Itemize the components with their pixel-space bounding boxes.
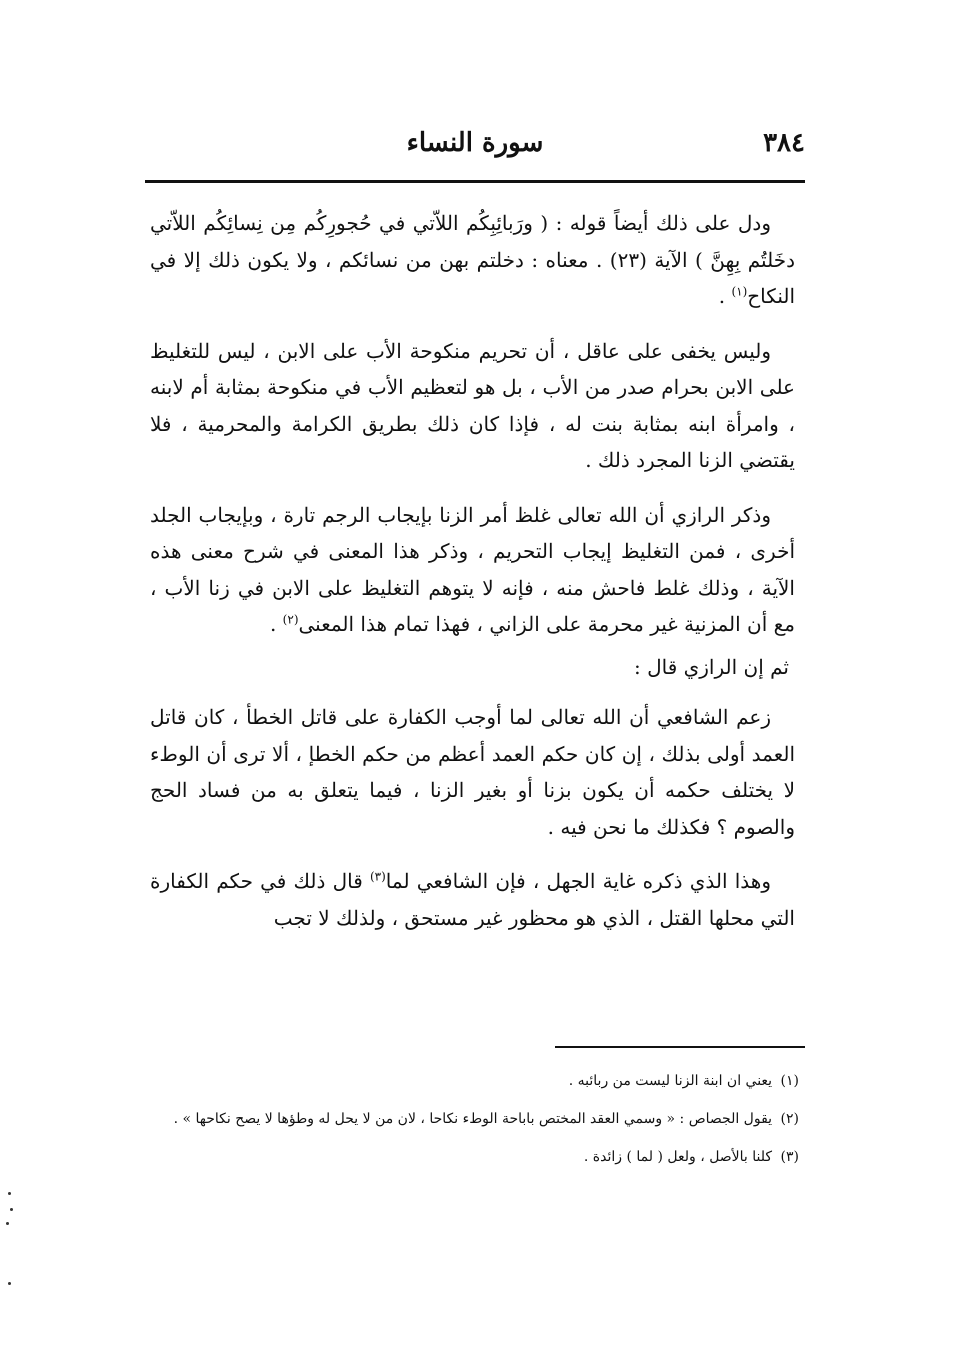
surah-title: سورة النساء bbox=[406, 128, 544, 158]
scan-speck bbox=[6, 1222, 9, 1225]
scan-speck bbox=[8, 1282, 11, 1285]
footnote bbox=[145, 1142, 805, 1172]
footnote-ref: (١) bbox=[731, 284, 748, 299]
scan-speck bbox=[8, 1192, 11, 1195]
footnote-ref: (٣) bbox=[369, 869, 386, 884]
period: . bbox=[269, 612, 277, 636]
footnote-divider bbox=[555, 1046, 805, 1048]
paragraph bbox=[150, 863, 795, 936]
footnote bbox=[145, 1104, 805, 1134]
paragraph-text: وليس يخفى على عاقل ، أن تحريم منكوحة الأب على الابن ، ليس للتغليظ على الابن بحرام صدر من الأب ، بل هو لتعظيم الأب في منكوحة بمثابة أم لابنه ، وامرأة ابنه بمثابة بنت له ، فإذا كان ذلك بطريق الكرامة والمحرمية ، فلا يقتضي الزنا المجرد ذلك . bbox=[150, 338, 795, 472]
footnote bbox=[145, 1066, 805, 1096]
footnote-ref: (٢) bbox=[282, 612, 299, 627]
footnote-text: يقول الجصاص : « وسمي العقد المختص باباحة الوطء نكاحا ، لان من لا يحل له وطؤها لا يصح نكاحها » . bbox=[173, 1111, 773, 1127]
paragraph-text: زعم الشافعي أن الله تعالى لما أوجب الكفارة على قاتل الخطأ ، كان قاتل العمد أولى بذلك ، إن كان حكم العمد أعظم من حكم الخطإ ، ألا ترى أن الوطء لا يختلف حكمه أن يكون بزنا أو بغير الزنا ، فيما يتعلق به من فساد الحج والصوم ؟ فكذلك ما نحن فيه . bbox=[150, 705, 795, 839]
paragraph bbox=[150, 333, 795, 479]
paragraph-text: قال ذلك في حكم الكفارة التي محلها القتل ، الذي هو محظور غير مستحق ، ولذلك لا تجب bbox=[150, 869, 795, 930]
paragraph-text: وهذا الذي ذكره غاية الجهل ، فإن الشافعي لما bbox=[385, 869, 772, 893]
paragraph bbox=[150, 497, 795, 643]
paragraph-text: ودل على ذلك أيضاً قوله : ( ورَبائِبِكُم اللاّتي في حُجورِكُم مِن نِسائِكُم اللاّتي دخَلتُم بِهِنَّ ) الآية (٢٣) . معناه : دخلتم بهن من نسائكم ، ولا يكون ذلك إلا في النكاح bbox=[150, 211, 795, 308]
page-number: ٣٨٤ bbox=[763, 128, 805, 158]
footnote-text: يعني ان ابنة الزنا ليست من ربائبه . bbox=[568, 1073, 773, 1089]
period: . bbox=[718, 284, 726, 308]
scan-speck bbox=[10, 1208, 13, 1211]
footnote-number: (٢) bbox=[780, 1111, 799, 1127]
paragraph-text: وذكر الرازي أن الله تعالى غلظ أمر الزنا بإيجاب الرجم تارة ، وبإيجاب الجلد أخرى ، فمن التغليظ إيجاب التحريم ، وذكر هذا المعنى في شرح معنى هذه الآية ، وذلك غلط فاحش منه ، فإنه لا يتوهم التغليظ على الابن في زنا الأب ، مع أن المزنية غير محرمة على الزاني ، فهذا تمام هذا المعنى bbox=[150, 502, 795, 636]
paragraph bbox=[150, 205, 795, 315]
paragraph bbox=[150, 699, 795, 845]
paragraph-text: ثم إن الرازي قال : bbox=[633, 654, 789, 679]
footnotes bbox=[145, 1066, 805, 1180]
footnote-number: (٣) bbox=[780, 1149, 799, 1165]
header-divider bbox=[145, 180, 805, 183]
paragraph bbox=[150, 649, 795, 686]
footnote-number: (١) bbox=[780, 1073, 799, 1089]
main-text bbox=[150, 205, 795, 954]
footnote-text: كلنا بالأصل ، ولعل ( لما ) زائدة . bbox=[583, 1149, 773, 1165]
page-header bbox=[145, 118, 805, 178]
